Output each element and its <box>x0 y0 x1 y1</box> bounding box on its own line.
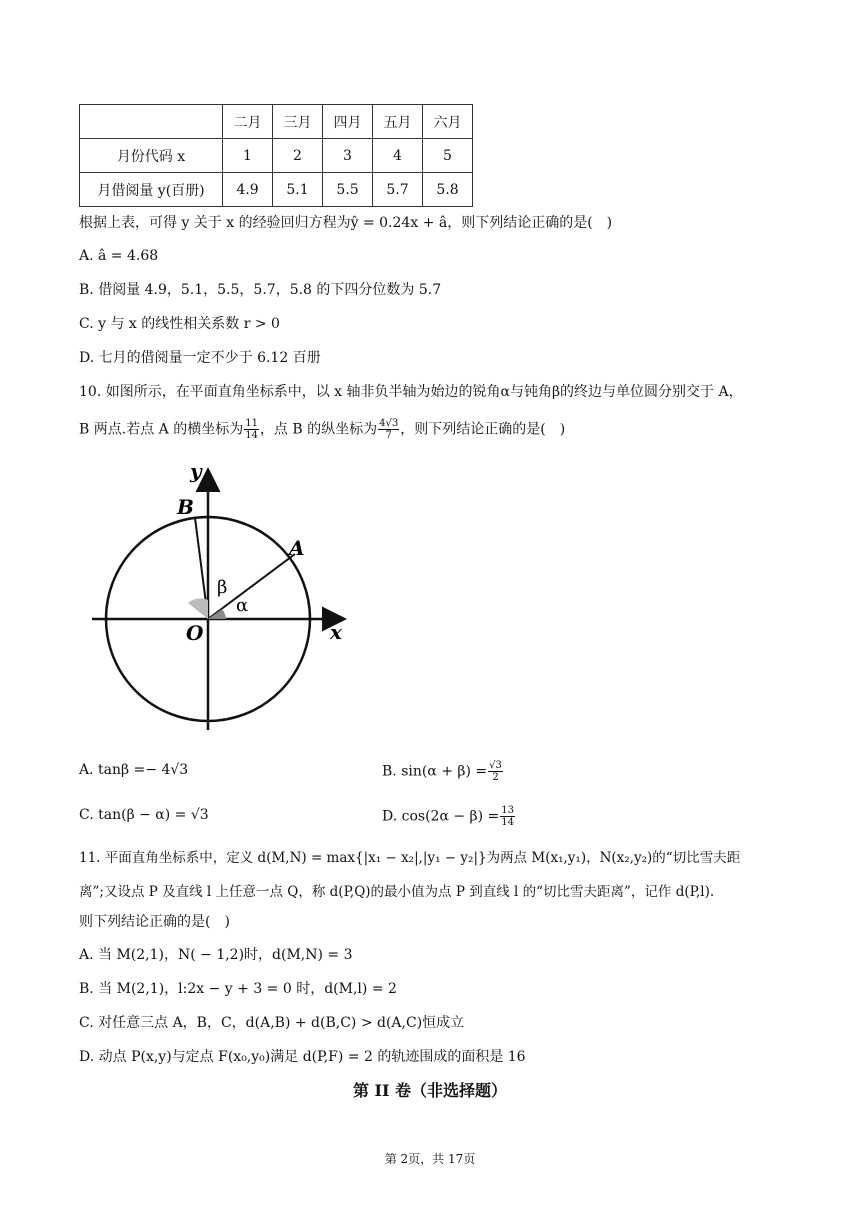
q10-option-b-text: B. sin(α + β) = <box>382 763 488 780</box>
section-title: 第 II 卷（非选择题） <box>352 1081 508 1100</box>
q10-stem-line1: 10. 如图所示，在平面直角坐标系中，以 x 轴非负半轴为始边的锐角α与钝角β的终边与单位圆分别交于 A， <box>79 384 743 400</box>
fraction-b-y <box>378 418 399 441</box>
q10-stem-line2 <box>79 418 565 441</box>
table-cell: 3 <box>323 139 373 173</box>
alpha-label: α <box>236 595 249 616</box>
table-cell: 5.8 <box>423 173 473 207</box>
fraction-denominator: 14 <box>245 430 258 441</box>
beta-label: β <box>217 577 228 598</box>
table-cell: 月份代码 x <box>80 139 223 173</box>
q10-stem-text-b: ，点 B 的纵坐标为 <box>259 421 378 438</box>
table-header-row <box>80 105 473 139</box>
q9-option-d: D. 七月的借阅量一定不少于 6.12 百册 <box>79 350 321 366</box>
fraction-denominator: 7 <box>385 430 392 441</box>
fraction <box>500 805 515 828</box>
q10-option-d-text: D. cos(2α − β) = <box>382 808 500 825</box>
point-a-label: A <box>289 536 305 560</box>
q9-stem: 根据上表，可得 y 关于 x 的经验回归方程为ŷ = 0.24x + â，则下列结论正确的是( ) <box>79 215 613 231</box>
beta-angle-shade <box>188 598 208 619</box>
q11-stem-line1: 11. 平面直角坐标系中，定义 d(M,N) = max{|x₁ − x₂|,|y₁ − y₂|}为两点 M(x₁,y₁)，N(x₂,y₂)的“切比雪夫距 <box>79 850 741 866</box>
fraction <box>488 760 503 783</box>
table-header-cell: 四月 <box>323 105 373 139</box>
table-row <box>80 139 473 173</box>
point-b-label: B <box>177 495 194 519</box>
x-axis-label: x <box>330 620 342 644</box>
unit-circle-figure <box>88 458 358 738</box>
table-cell: 4.9 <box>223 173 273 207</box>
q11-stem-line2: 离”;又设点 P 及直线 l 上任意一点 Q，称 d(P,Q)的最小值为点 P 到直线 l 的“切比雪夫距离”，记作 d(P,l). <box>79 884 715 900</box>
q11-option-c: C. 对任意三点 A，B，C，d(A,B) + d(B,C) > d(A,C)恒成立 <box>79 1015 465 1031</box>
q10-option-a: A. tanβ =− 4√3 <box>79 762 189 778</box>
page-footer: 第 2页，共 17页 <box>384 1152 476 1166</box>
table-cell: 月借阅量 y(百册) <box>80 173 223 207</box>
table-row <box>80 173 473 207</box>
table-cell: 5 <box>423 139 473 173</box>
table-header-cell: 三月 <box>273 105 323 139</box>
q10-stem-text-c: ，则下列结论正确的是( ) <box>400 421 566 438</box>
table-cell: 5.1 <box>273 173 323 207</box>
q11-option-b: B. 当 M(2,1)，l:2x − y + 3 = 0 时，d(M,l) = 2 <box>79 981 397 997</box>
fraction-numerator: 11 <box>245 418 258 429</box>
table-cell: 1 <box>223 139 273 173</box>
table-header-cell: 二月 <box>223 105 273 139</box>
table-header-cell <box>80 105 223 139</box>
q11-stem-line3: 则下列结论正确的是( ) <box>79 914 230 930</box>
q11-option-d: D. 动点 P(x,y)与定点 F(x₀,y₀)满足 d(P,F) = 2 的轨迹围成的面积是 16 <box>79 1049 526 1065</box>
q10-option-b <box>382 760 504 783</box>
fraction-denominator: 14 <box>501 817 515 828</box>
fraction-a-x <box>244 418 259 441</box>
q11-option-a: A. 当 M(2,1)，N( − 1,2)时，d(M,N) = 3 <box>79 947 353 963</box>
data-table <box>79 104 473 207</box>
table-cell: 5.5 <box>323 173 373 207</box>
origin-label: O <box>186 621 204 645</box>
q10-stem-text-a: B 两点.若点 A 的横坐标为 <box>79 421 244 438</box>
table-cell: 5.7 <box>373 173 423 207</box>
q10-option-d <box>382 805 516 828</box>
table-cell: 4 <box>373 139 423 173</box>
q10-option-c: C. tan(β − α) = √3 <box>79 807 209 823</box>
q9-option-b: B. 借阅量 4.9，5.1，5.5，5.7，5.8 的下四分位数为 5.7 <box>79 282 442 298</box>
fraction-numerator: 13 <box>501 805 515 816</box>
fraction-numerator: 4√3 <box>379 418 399 429</box>
q9-option-c: C. y 与 x 的线性相关系数 r > 0 <box>79 316 280 332</box>
table-header-cell: 六月 <box>423 105 473 139</box>
table-header-cell: 五月 <box>373 105 423 139</box>
fraction-numerator: √3 <box>489 760 502 771</box>
alpha-angle-shade <box>208 609 226 619</box>
y-axis-label: y <box>190 459 202 483</box>
table-cell: 2 <box>273 139 323 173</box>
fraction-denominator: 2 <box>492 772 499 783</box>
q9-option-a: A. â = 4.68 <box>79 248 159 264</box>
